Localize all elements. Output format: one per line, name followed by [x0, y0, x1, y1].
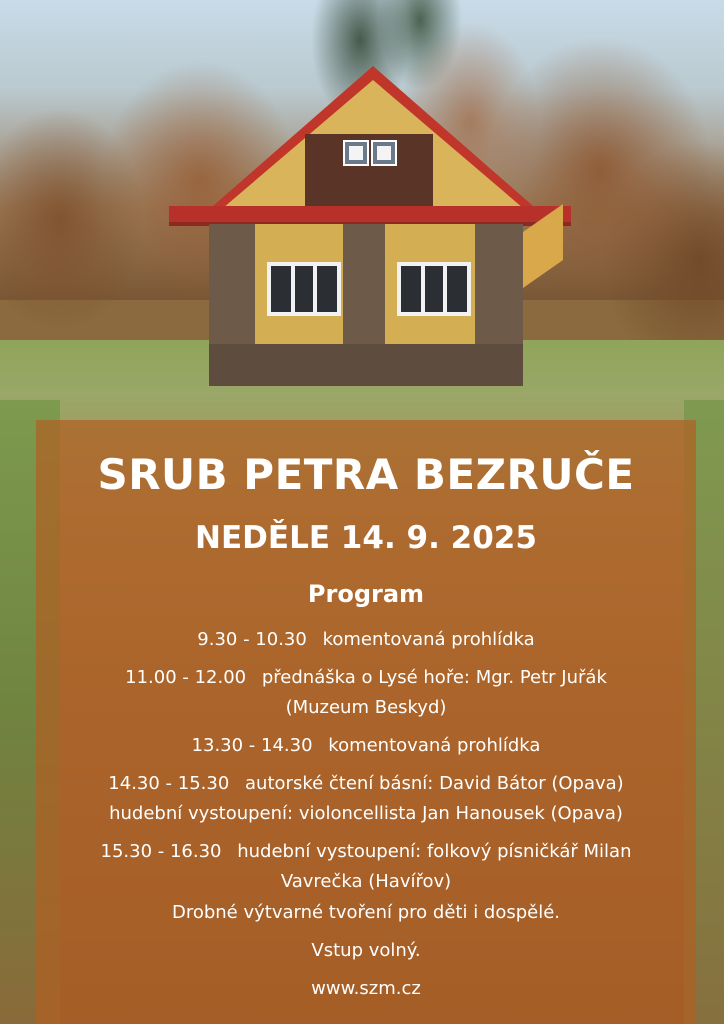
schedule-description-continued: Vavrečka (Havířov)	[280, 871, 452, 892]
schedule-description: hudební vystoupení: folkový písničkář Milan	[237, 841, 632, 862]
schedule-description: přednáška o Lysé hoře: Mgr. Petr Juřák	[261, 667, 607, 688]
schedule-description-continued: hudební vystoupení: violoncellista Jan Hanousek (Opava)	[109, 803, 623, 824]
poster-title: SRUB PETRA BEZRUČE	[97, 450, 635, 499]
schedule-item	[36, 731, 696, 761]
schedule-item	[36, 625, 696, 655]
roof-eave	[169, 206, 571, 226]
schedule-time: 14.30 - 15.30	[108, 773, 230, 794]
schedule-time: 9.30 - 10.30	[197, 629, 307, 650]
activity-note: Drobné výtvarné tvoření pro děti i dospělé.	[171, 902, 561, 923]
entry-note: Vstup volný.	[311, 940, 421, 961]
gable-window-right	[371, 140, 397, 166]
schedule-description-continued: (Muzeum Beskyd)	[285, 697, 447, 718]
window-right	[397, 262, 471, 316]
program-heading: Program	[307, 580, 425, 608]
log-cabin-illustration	[165, 66, 575, 396]
schedule-description: komentovaná prohlídka	[328, 735, 541, 756]
schedule-item	[36, 769, 696, 829]
schedule-time: 11.00 - 12.00	[125, 667, 247, 688]
window-left	[267, 262, 341, 316]
gable-panel	[305, 134, 433, 206]
website-link[interactable]: www.szm.cz	[311, 978, 421, 999]
schedule-item	[36, 663, 696, 723]
program-panel	[36, 420, 696, 1024]
schedule-description: komentovaná prohlídka	[322, 629, 535, 650]
program-content	[36, 420, 696, 1024]
stone-foundation	[209, 344, 523, 386]
schedule-time: 13.30 - 14.30	[191, 735, 313, 756]
gable-window-left	[343, 140, 369, 166]
schedule-time: 15.30 - 16.30	[100, 841, 222, 862]
event-date: NEDĚLE 14. 9. 2025	[195, 520, 537, 556]
schedule-description: autorské čtení básní: David Bátor (Opava)	[245, 773, 624, 794]
schedule-item	[36, 837, 696, 897]
schedule-list	[36, 625, 696, 905]
